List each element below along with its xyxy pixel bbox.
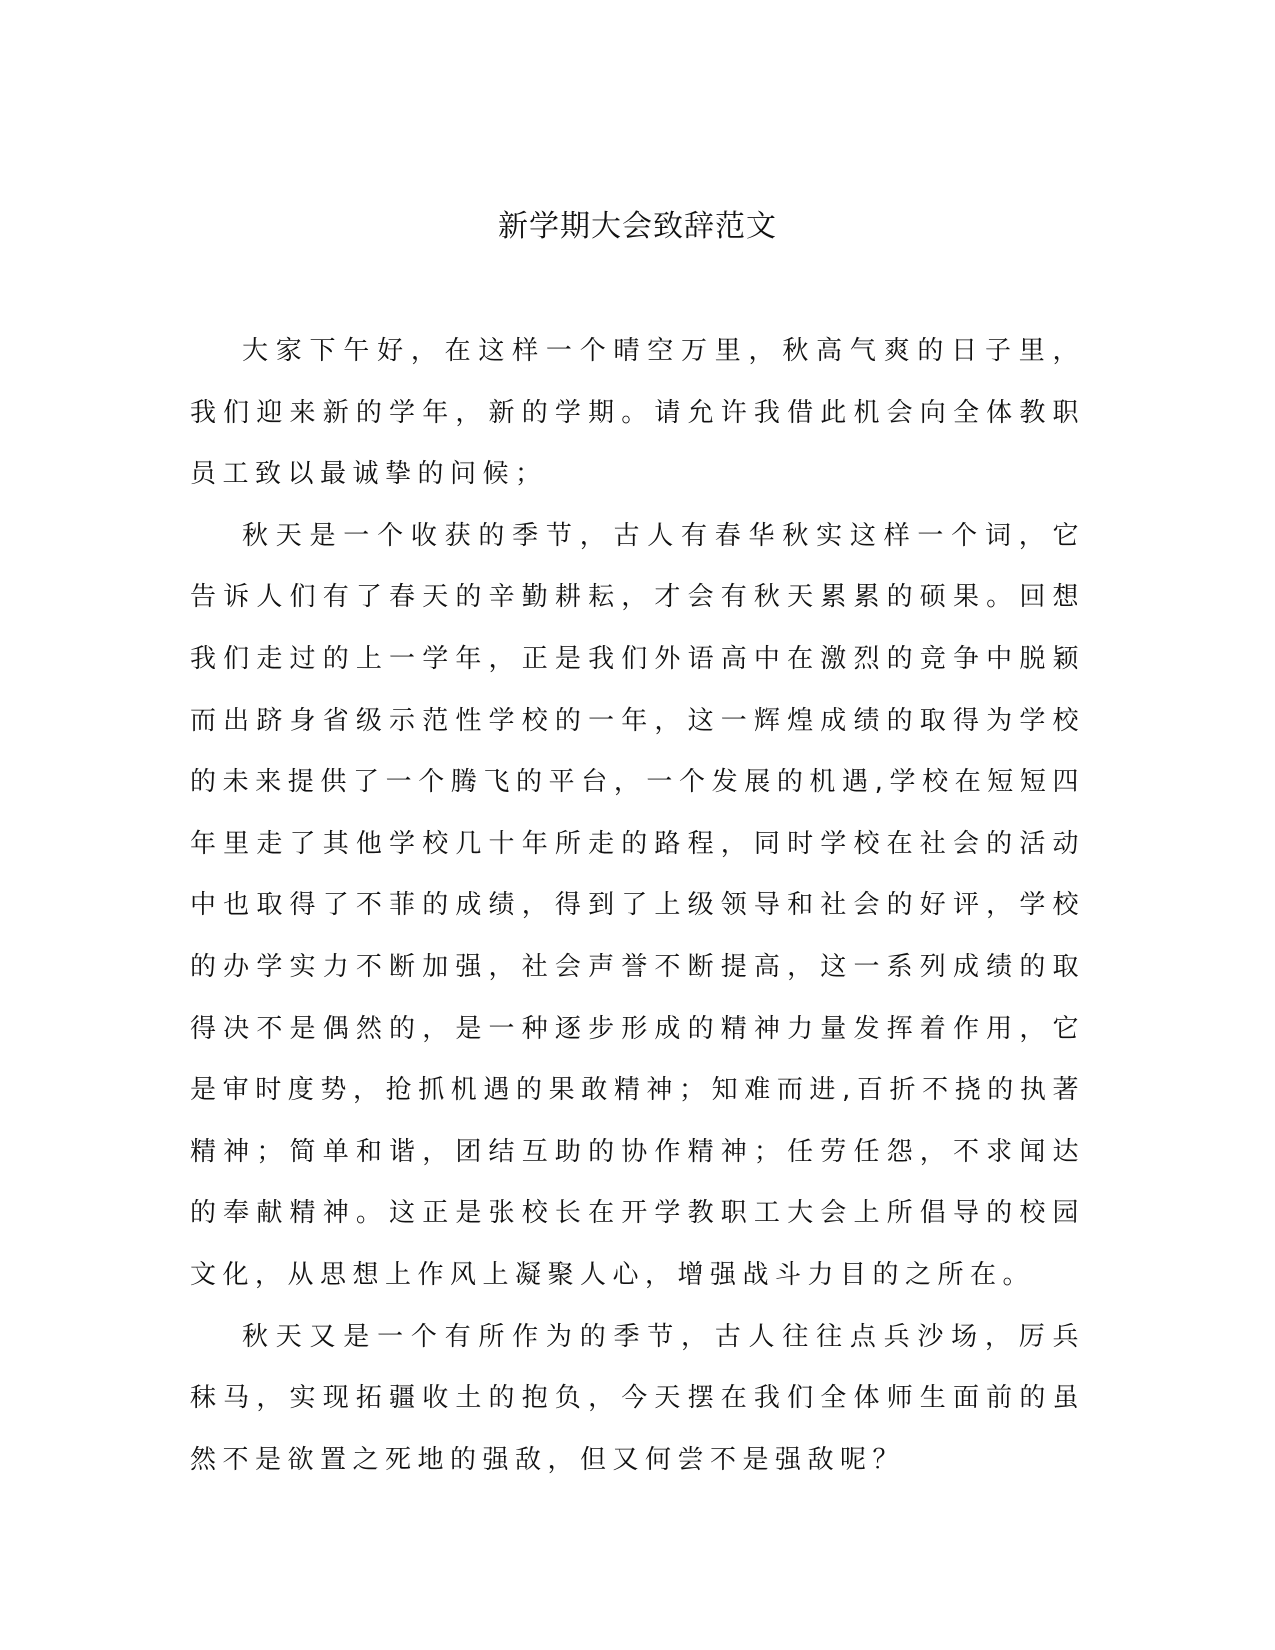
document-title: 新学期大会致辞范文 xyxy=(498,209,777,244)
paragraph-1: 大家下午好，在这样一个晴空万里，秋高气爽的日子里，我们迎来新的学年，新的学期。请允许我借此机会向全体教职员工致以最诚挚的问候； xyxy=(190,336,1085,490)
paragraph-2: 秋天是一个收获的季节，古人有春华秋实这样一个词，它告诉人们有了春天的辛勤耕耘，才会有秋天累累的硕果。回想我们走过的上一学年，正是我们外语高中在激烈的竞争中脱颖而出跻身省级示范性学校的一年，这一辉煌成绩的取得为学校的未来提供了一个腾飞的平台，一个发展的机遇,学校在短短四年里走了其他学校几十年所走的路程，同时学校在社会的活动中也取得了不菲的成绩，得到了上级领导和社会的好评，学校的办学实力不断加强，社会声誉不断提高，这一系列成绩的取得决不是偶然的，是一种逐步形成的精神力量发挥着作用，它是审时度势，抢抓机遇的果敢精神；知难而进,百折不挠的执著精神；简单和谐，团结互助的协作精神；任劳任怨，不求闻达的奉献精神。这正是张校长在开学教职工大会上所倡导的校园文化，从思想上作风上凝聚人心，增强战斗力目的之所在。 xyxy=(190,520,1085,1290)
document-body xyxy=(190,321,1085,1491)
paragraph-3: 秋天又是一个有所作为的季节，古人往往点兵沙场，厉兵秣马，实现拓疆收土的抱负，今天摆在我们全体师生面前的虽然不是欲置之死地的强敌，但又何尝不是强敌呢？ xyxy=(190,1321,1085,1475)
